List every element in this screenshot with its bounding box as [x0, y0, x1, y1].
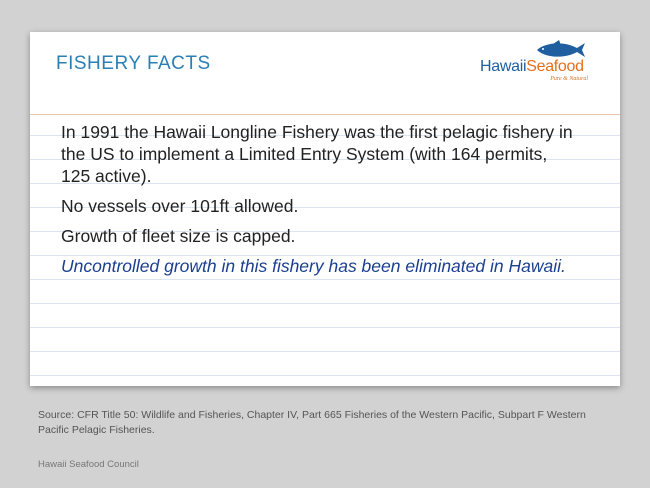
logo-wordmark: [480, 58, 584, 76]
logo-text-accent: Seafood: [526, 58, 584, 75]
source-citation: Source: CFR Title 50: Wildlife and Fisheries, Chapter IV, Part 665 Fisheries of the Western Pacific, Subpart F Western Pacific Pelagic Fisheries.: [38, 409, 586, 436]
logo-tagline: Pure & Natural: [550, 76, 588, 82]
fact-paragraph-1: In 1991 the Hawaii Longline Fishery was the first pelagic fishery in the US to implement a Limited Entry System (with 164 permits, 125 active).: [61, 122, 573, 186]
hawaii-seafood-logo: [480, 40, 590, 86]
logo-text-main: Hawaii: [480, 58, 527, 75]
slide-card: [30, 32, 620, 386]
fact-paragraph-3: Growth of fleet size is capped.: [61, 226, 296, 246]
slide-title: FISHERY FACTS: [56, 53, 211, 74]
footer-organization: Hawaii Seafood Council: [38, 459, 139, 470]
slide-header: [30, 32, 620, 89]
slide-body: [61, 121, 581, 285]
highlight-statement: Uncontrolled growth in this fishery has been eliminated in Hawaii.: [61, 256, 566, 276]
tuna-fish-icon: [535, 40, 587, 60]
fact-paragraph-2: No vessels over 101ft allowed.: [61, 196, 299, 216]
